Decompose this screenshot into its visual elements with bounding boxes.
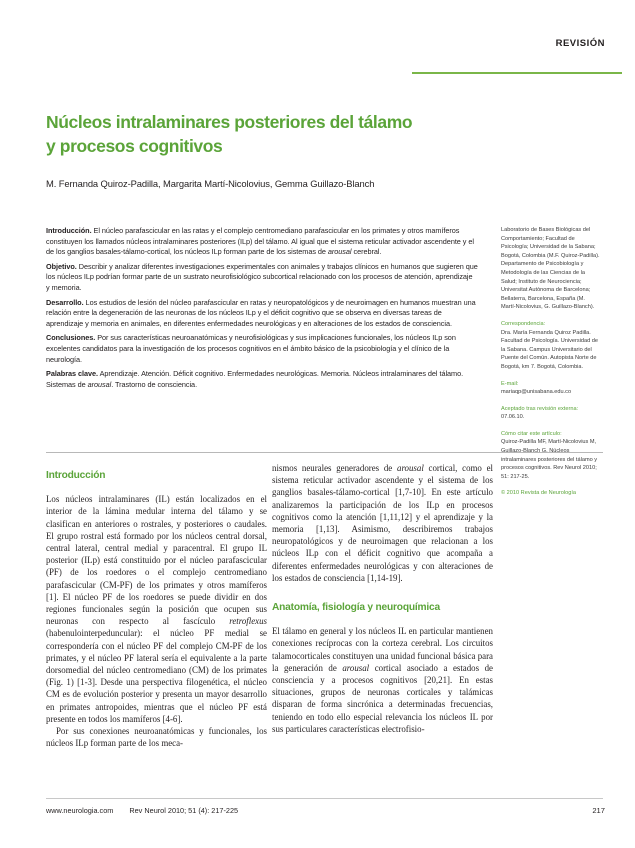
objective-label: Objetivo. — [46, 261, 77, 271]
intro-label: Introducción. — [46, 226, 92, 235]
accepted-date: 07.06.10. — [501, 414, 525, 421]
accepted-label: Aceptado tras revisión externa: — [501, 405, 579, 412]
footer-citation: Rev Neurol 2010; 51 (4): 217-225 — [129, 806, 239, 815]
footer-rule — [46, 798, 603, 799]
development-text: Los estudios de lesión del núcleo parafascicular en ratas y neuropatológicos y de neuroimagen en humanos muestran una relación entre la degeneración de las neuronas de los núcleos ILp y el déficit cognitivo que se observa en diversas tareas de aprendizaje y memoria en animales, en diferentes enfermedades neurológicas y en alteraciones de los estados de consciencia. — [46, 297, 476, 328]
correspondence-text: Dra. María Fernanda Quiroz Padilla. Facultad de Psicología. Universidad de la Sabana. Campus Universitario del Puente del Común. Autopista Norte de Bogotá, km 7. Bogotá, Colombia. — [501, 329, 599, 370]
intro-text: El núcleo parafascicular en las ratas y el complejo centromediano parafascicular en los primates y otros mamíferos constituyen los llamados núcleos intralaminares posteriores (ILp) del tálamo. Al igual que el sistema reticular activador ascendente y el de los ganglios basales-tálamo-cortical, los núcleos ILp forman parte de los sistemas de — [46, 226, 474, 257]
intro-italic: arousal — [327, 247, 352, 257]
keywords-label: Palabras clave. — [46, 369, 98, 379]
sidebar-info — [501, 226, 601, 506]
title-line-1: Núcleos intralaminares posteriores del tálamo — [46, 112, 413, 132]
section-tag: REVISIÓN — [555, 38, 605, 49]
paragraph-3 — [272, 462, 493, 584]
copyright: © 2010 Revista de Neurología — [501, 490, 577, 497]
email-block — [501, 380, 601, 397]
article-title — [46, 110, 466, 158]
email-label: E-mail: — [501, 380, 519, 387]
correspondence — [501, 320, 601, 372]
development-label: Desarrollo. — [46, 297, 84, 307]
section-divider — [46, 452, 603, 453]
page-number: 217 — [592, 806, 605, 815]
r2-italic: arousal — [342, 662, 370, 673]
p1-text-b: (habenulointerpeduncular): el núcleo PF medial se correspondería con el núcleo PF del complejo CM-PF de los primates, y el núcleo PF lateral sería el equivalente a la parte dorsomedial del núcleo centromediano (CM) de los primates (Fig. 1) [1-3]. Desde una perspectiva filogenética, el núcleo CM es de evolución posterior y presenta un mayor desarrollo en primates antropoides, mientras que el núcleo PF está presente en todos los mamíferos [4-6]. — [46, 628, 267, 724]
citation-text: Quiroz-Padilla MF, Martí-Nicolovius M, Guillazo-Blanch G. Núcleos intralaminares posteriores del tálamo y procesos cognitivos. Rev Neurol 2010; 51: 217-25. — [501, 439, 598, 480]
accepted-block — [501, 405, 601, 422]
anatomy-heading: Anatomía, fisiología y neuroquímica — [272, 602, 440, 614]
footer — [46, 806, 252, 815]
body-column-left — [46, 470, 267, 749]
abstract-objective — [46, 262, 478, 294]
citation-block — [501, 430, 601, 482]
correspondence-label: Correspondencia: — [501, 320, 546, 327]
r2-text-a: El tálamo en general y los núcleos IL en particular mantienen conexiones recíprocas con la corteza cerebral. Los circuitos talamocorticales constituyen una unidad funcional básica para la generación de — [272, 626, 493, 673]
keywords-text-b: . Trastorno de consciencia. — [111, 379, 198, 389]
keywords-text-a: Aprendizaje. Atención. Déficit cognitivo. Enfermedades neurológicas. Memoria. Núcleos intralaminares del tálamo. Sistemas de — [46, 369, 464, 389]
abstract-development — [46, 298, 478, 330]
r1-text-a: nismos neurales generadores de — [272, 463, 397, 473]
intro-end: cerebral. — [351, 247, 382, 257]
conclusions-text: Por sus características neuroanatómicas y neurofisiológicas y sus implicaciones funcionales, los núcleos ILp son excelentes candidatos para la investigación de los procesos cognitivos en el ámbito básico de la psicobiología y el clínico de la neurología. — [46, 333, 456, 364]
abstract-conclusions — [46, 333, 478, 365]
footer-website[interactable]: www.neurologia.com — [46, 806, 114, 815]
paragraph-1 — [46, 493, 267, 725]
top-rule — [412, 72, 622, 74]
p1-italic: retroflexus — [229, 616, 267, 627]
citation-label: Cómo citar este artículo: — [501, 430, 562, 437]
abstract — [46, 226, 478, 394]
paragraph-4 — [272, 625, 493, 735]
r2-text-b: cortical asociado a estados de consciencia y a procesos cognitivos [20,21]. En estas situaciones, grupos de neuronas corticales y talámicas disparan de forma sincrónica a determinadas frecuencias, teniendo en todo ello especial relevancia los núcleos IL por sus particulares características electrofisio- — [272, 662, 493, 734]
r1-text-b: cortical, como el sistema reticular activador ascendente y el sistema de los ganglios basales-tálamo-cortical [1,7-10]. En este artículo analizaremos la participación de los ILp en procesos cognitivos como la atención [1,11,12] y el aprendizaje y la memoria [1,13]. Asimismo, describiremos trabajos neuropatológicos y de neuroimagen que relacionan a los núcleos ILp con el déficit cognitivo que acompaña a diferentes enfermedades neurológicas y con alteraciones de los estados de consciencia [1,14-19]. — [272, 463, 494, 583]
abstract-keywords — [46, 369, 478, 390]
objective-text: Describir y analizar diferentes investigaciones experimentales con animales y trabajos clínicos en humanos que sugieren que los núcleos ILp podrían formar parte de un sustrato neurofisiológico subcortical relacionado con los procesos de atención, aprendizaje y memoria. — [46, 261, 478, 292]
r1-italic: arousal — [397, 463, 424, 473]
title-line-2: y procesos cognitivos — [46, 136, 223, 156]
abstract-introduction — [46, 226, 478, 258]
body-column-right — [272, 462, 493, 735]
p1-text-a: Los núcleos intralaminares (IL) están localizados en el interior de la lámina medular interna del tálamo y se clasifican en anteriores o rostrales, y posteriores o caudales. El grupo rostral está formado por los núcleos central dorsal, central lateral, central medial y paracentral. El grupo IL posterior (ILp) está constituido por el núcleo parafascicular (PF) de los roedores o el complejo centromediano parafascicular (CM-PF) de los primates y otros mamíferos [1]. El núcleo PF de los roedores se puede dividir en dos regiones funcionales según la posición que ocupen sus neuronas con respecto al fascículo — [46, 494, 267, 627]
introduction-heading: Introducción — [46, 470, 106, 481]
authors: M. Fernanda Quiroz-Padilla, Margarita Martí-Nicolovius, Gemma Guillazo-Blanch — [46, 178, 375, 189]
email-link[interactable]: mariaqp@unisabana.edu.co — [501, 389, 572, 396]
keywords-italic: arousal — [87, 379, 112, 389]
affiliation: Laboratorio de Bases Biológicas del Comportamiento; Facultad de Psicología; Universidad de la Sabana; Bogotá, Colombia (M.F. Quiroz-Padilla). Departamento de Psicobiología y Metodología de las Ciencias de la Salud; Instituto de Neurociencia; Universitat Autònoma de Barcelona; Bellaterra, Barcelona, España (M. Martí-Nicolovius, G. Guillazo-Blanch). — [501, 227, 600, 311]
paragraph-2: Por sus conexiones neuroanatómicas y funcionales, los núcleos ILp forman parte de los meca- — [46, 726, 267, 749]
conclusions-label: Conclusiones. — [46, 333, 96, 343]
